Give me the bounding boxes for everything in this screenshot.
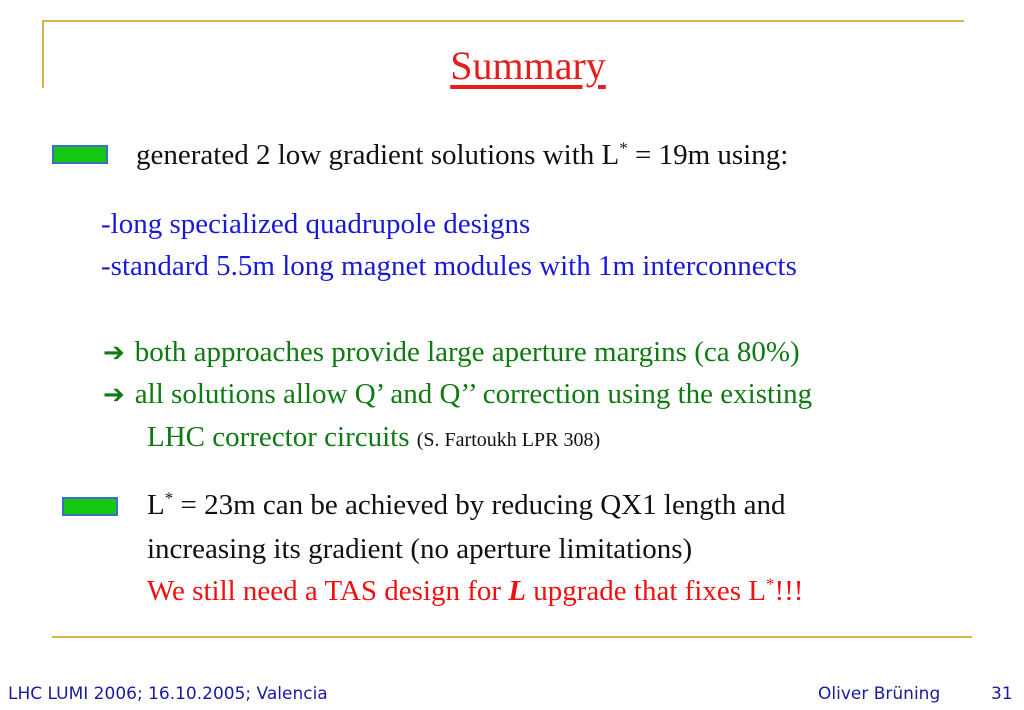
bullet1-superscript: * (619, 138, 628, 158)
footer-rule (52, 636, 972, 638)
conclusion-line-2 (103, 380, 812, 409)
tas-text-after: !!! (774, 575, 804, 607)
arrow-right-icon: ➔ (103, 380, 125, 410)
footer-author: Oliver Brüning (818, 684, 941, 704)
bullet1-text-before: generated 2 low gradient solutions with L (136, 139, 620, 171)
luminosity-symbol: L (508, 575, 526, 607)
footer-conference: LHC LUMI 2006; 16.10.2005; Valencia (8, 684, 328, 704)
green-bullet-icon (62, 497, 118, 516)
bullet2-line-2: increasing its gradient (no aperture limitations) (147, 533, 693, 565)
sub-item-magnet-modules: -standard 5.5m long magnet modules with 1m interconnects (101, 250, 797, 282)
conclusion-text-2: all solutions allow Q’ and Q’’ correction using the existing (134, 378, 813, 410)
bullet1-text (136, 138, 789, 171)
conclusion-line-3 (147, 423, 600, 452)
bullet1-text-after: = 19m using: (627, 139, 789, 171)
sub-item-quadrupole: -long specialized quadrupole designs (101, 208, 531, 240)
green-bullet-icon (52, 145, 108, 164)
arrow-right-icon: ➔ (103, 338, 125, 368)
conclusion-text-3: LHC corrector circuits (147, 421, 410, 453)
bullet2-line1-rest: = 23m can be achieved by reducing QX1 length and (173, 489, 786, 521)
conclusion-line-1 (103, 338, 800, 367)
bullet2-line-1 (147, 488, 786, 521)
slide-title: Summary (450, 43, 606, 88)
bullet2-line-3 (147, 574, 804, 607)
bullet2-l-text: L (147, 489, 165, 521)
tas-superscript: * (765, 574, 775, 594)
reference-citation: (S. Fartoukh LPR 308) (416, 429, 601, 451)
conclusion-text-1: both approaches provide large aperture margins (ca 80%) (134, 336, 800, 368)
frame-top-rule (42, 20, 964, 22)
footer-page-number: 31 (991, 684, 1013, 704)
bullet2-superscript: * (164, 488, 174, 508)
tas-text-middle: upgrade that fixes L (526, 575, 766, 607)
tas-text-before: We still need a TAS design for (147, 575, 509, 607)
